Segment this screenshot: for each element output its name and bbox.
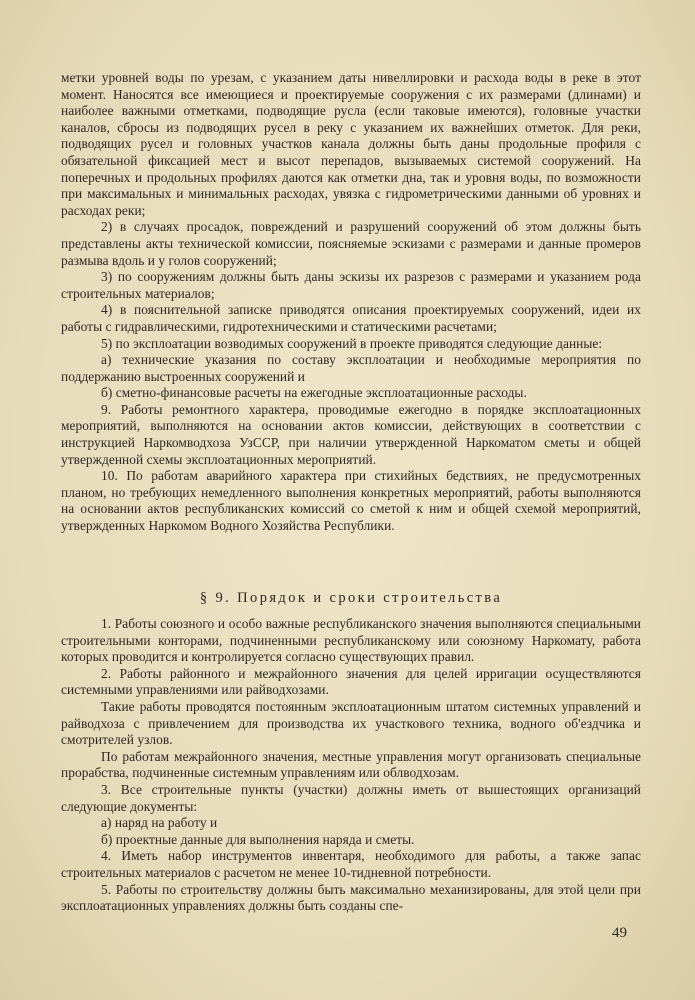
lower-text-block [61, 616, 641, 915]
paragraph-point-1: 1. Работы союзного и особо важные республиканского значения выполняются специальными строительными конторами, подчиненными республиканскому или союзному Наркомату, работа которых проводится и контролируется согласно существующих правил. [61, 616, 641, 665]
paragraph-point-10: 10. По работам аварийного характера при стихийных бедствиях, не предусмотренных планом, но требующих немедленного выполнения конкретных мероприятий, работы выполняются на основании актов республиканских комиссий со сметой к ним и общей схемой мероприятий, утвержденных Наркомом Водного Хозяйства Республики. [61, 468, 641, 534]
paragraph-subitem-a-order: а) наряд на работу и [101, 815, 218, 831]
paragraph-such-works: Такие работы проводятся постоянным эксплоатационным штатом системных управлений и райводхоза с привлечением для производства их участкового техника, водного об'ездчика и смотрителей узлов. [61, 698, 641, 748]
paragraph-item-5: 5) по эксплоатации возводимых сооружений в проекте приводятся следующие данные: [101, 335, 603, 351]
paragraph-point-2: 2. Работы районного и межрайонного значения для целей ирригации осуществляются системными управлениями или райводхозами. [61, 665, 641, 698]
paragraph-item-3: 3) по сооружениям должны быть даны эскизы их разрезов с размерами и указанием рода строительных материалов; [61, 269, 641, 301]
paragraph-point-9: 9. Работы ремонтного характера, проводимые ежегодно в порядке эксплоатационных мероприятий, выполняются на основании актов комиссии, действующих в соответствии с инструкцией Наркомводхоза УзССР, при наличии утвержденной Наркоматом сметы и общей утвержденной схемы эксплоатационных мероприятий. [61, 401, 641, 467]
section-heading: § 9. Порядок и сроки строительства [199, 590, 503, 606]
paragraph-subitem-a: а) технические указания по составу эксплоатации и необходимые мероприятия по поддержанию выстроенных сооружений и [61, 352, 641, 384]
paragraph-point-4: 4. Иметь набор инструментов инвентаря, необходимого для работы, а также запас строительных материалов с расчетом не менее 10-тидневной потребности. [61, 848, 641, 880]
paragraph-item-4: 4) в пояснительной записке приводятся описания проектируемых сооружений, идеи их работы с гидравлическими, гидротехническими и статическими расчетами; [61, 302, 641, 334]
paragraph-interdistrict: По работам межрайонного значения, местные управления могут организовать специальные прорабства, подчиненные системным управлениям или облводхозам. [61, 748, 641, 781]
upper-text-block [61, 70, 641, 535]
paragraph-point-3: 3. Все строительные пункты (участки) должны иметь от вышестоящих организаций следующие документы: [61, 781, 641, 814]
paragraph-continuation: метки уровней воды по урезам, с указанием даты нивеллировки и расхода воды в реке в этот момент. Наносятся все имеющиеся и проектируемые сооружения с их размерами (длинами) и наиболее важными отметками, подводящие русла (если таковые имеются), головные участки каналов, сбросы из подводящих русел в реку с указанием их важнейших отметок. Для реки, подводящих русел и головных участков канала должны быть даны продольные профиля с обязательной фиксацией мест и высот перепадов, вызываемых системой сооружений. На поперечных и продольных профилях даются как отметки дна, так и уровня воды, по возможности при максимальных и минимальных расходах, увязка с гидрометрическими данными об уровнях и расходах реки; [61, 70, 641, 218]
paragraph-point-5: 5. Работы по строительству должны быть максимально механизированы, для этой цели при эксплоатационных управлениях должны быть созданы спе- [61, 881, 641, 914]
paragraph-subitem-b-project: б) проектные данные для выполнения наряда и сметы. [101, 831, 415, 847]
page-number: 49 [612, 925, 627, 941]
paragraph-item-2: 2) в случаях просадок, повреждений и разрушений сооружений об этом должны быть представлены акты технической комиссии, поясняемые эскизами с размерами и данные промеров размыва вдоль и у голов сооружений; [61, 219, 641, 268]
paragraph-subitem-b: б) сметно-финансовые расчеты на ежегодные эксплоатационные расходы. [101, 385, 527, 401]
